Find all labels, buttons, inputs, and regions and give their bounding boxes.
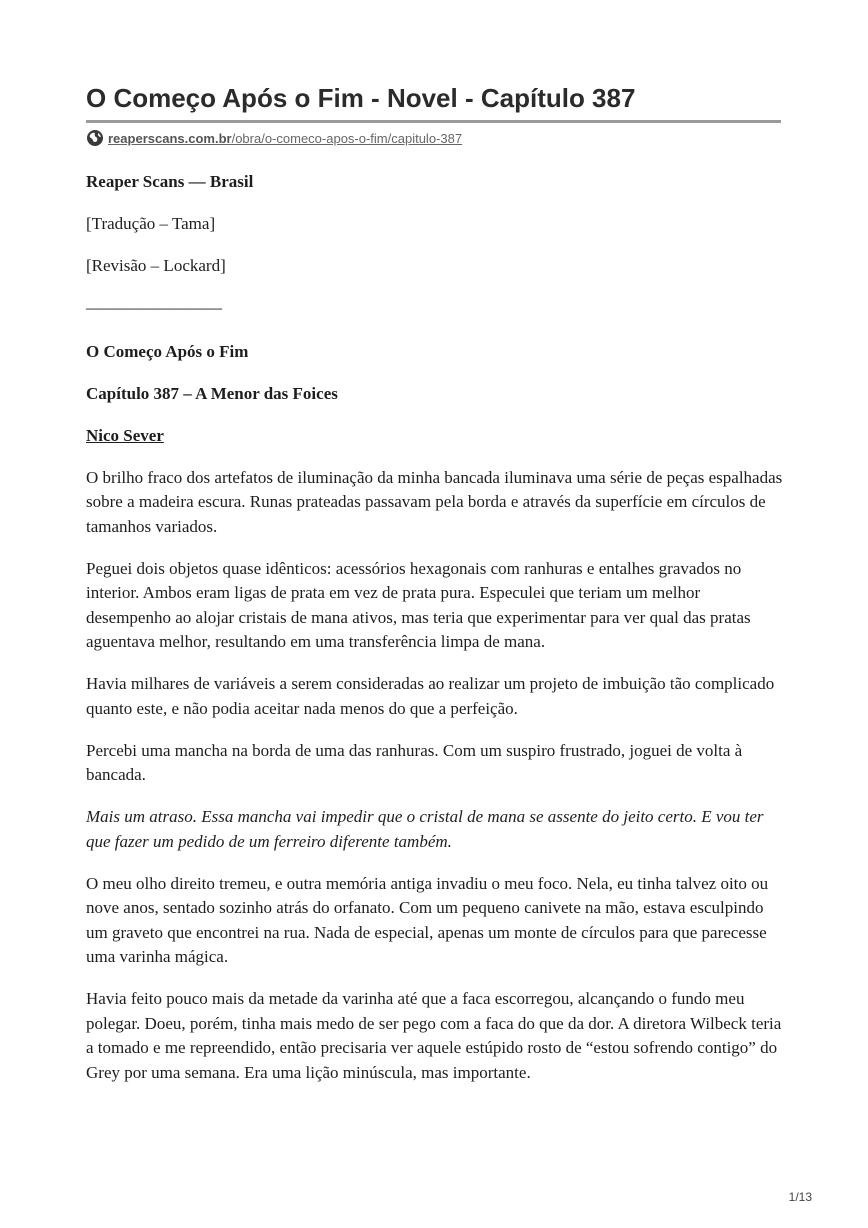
separator-line: ———————— bbox=[86, 298, 222, 317]
novel-title: O Começo Após o Fim bbox=[86, 341, 249, 361]
paragraph: Percebi uma mancha na borda de uma das ranhuras. Com um suspiro frustrado, joguei de volta à bancada. bbox=[86, 740, 743, 784]
source-path: /obra/o-comeco-apos-o-fim/capitulo-387 bbox=[231, 130, 463, 146]
pov-character: Nico Sever bbox=[86, 425, 164, 445]
site-header: Reaper Scans — Brasil bbox=[86, 172, 254, 191]
paragraph-italic-thought: Mais um atraso. Essa mancha vai impedir que o cristal de mana se assente do jeito certo. E vou ter que fazer um pedido de um ferreiro diferente também. bbox=[86, 807, 764, 851]
source-link-row bbox=[86, 128, 462, 148]
revision-credit: [Revisão – Lockard] bbox=[86, 256, 226, 275]
page-title: O Começo Após o Fim - Novel - Capítulo 387 bbox=[86, 83, 636, 113]
paragraph: Havia feito pouco mais da metade da varinha até que a faca escorregou, alcançando o fundo meu polegar. Doeu, porém, tinha mais medo de ser pego com a faca do que da dor. A diretora Wilbeck teria a tomado e me repreendido, então precisaria ver aquele estúpido rosto de “estou sofrendo contigo” do Grey por uma semana. Era uma lição minúscula, mas importante. bbox=[86, 989, 782, 1082]
source-url-link[interactable] bbox=[108, 131, 462, 146]
paragraph: Havia milhares de variáveis a serem consideradas ao realizar um projeto de imbuição tão complicado quanto este, e não podia aceitar nada menos do que a perfeição. bbox=[86, 674, 775, 718]
paragraph: O brilho fraco dos artefatos de iluminação da minha bancada iluminava uma série de peças espalhadas sobre a madeira escura. Runas prateadas passavam pela borda e através da superfície em círculos de tamanhos variados. bbox=[86, 467, 783, 536]
chapter-heading: Capítulo 387 – A Menor das Foices bbox=[86, 383, 338, 403]
source-domain: reaperscans.com.br bbox=[108, 130, 232, 146]
translation-credit: [Tradução – Tama] bbox=[86, 214, 216, 233]
title-divider bbox=[86, 120, 781, 123]
paragraph: Peguei dois objetos quase idênticos: acessórios hexagonais com ranhuras e entalhes gravados no interior. Ambos eram ligas de prata em vez de prata pura. Especulei que teriam um melhor desempenho ao alojar cristais de mana ativos, mas teria que experimentar para ver qual das pratas aguentava melhor, resultando em uma transferência limpa de mana. bbox=[86, 558, 751, 651]
page-indicator: 1/13 bbox=[788, 1190, 812, 1204]
article-body bbox=[86, 170, 786, 1103]
globe-icon bbox=[86, 129, 104, 147]
paragraph: O meu olho direito tremeu, e outra memória antiga invadiu o meu foco. Nela, eu tinha talvez oito ou nove anos, sentado sozinho atrás do orfanato. Com um pequeno canivete na mão, estava esculpindo um graveto que encontrei na rua. Nada de especial, apenas um monte de círculos para que parecesse uma varinha mágica. bbox=[86, 873, 769, 966]
